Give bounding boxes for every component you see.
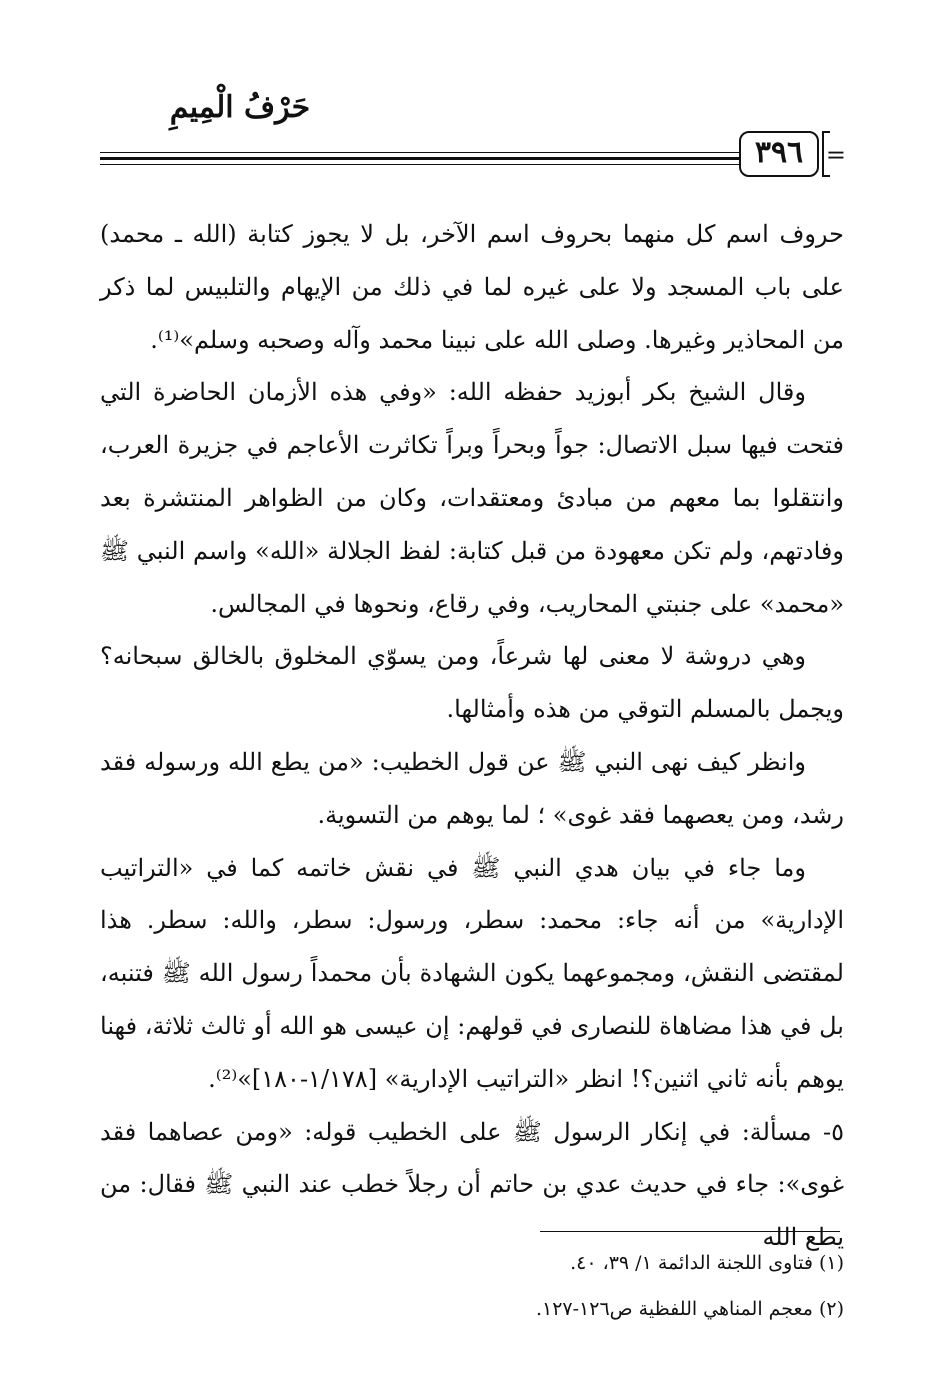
footnote-1: (١) فتاوى اللجنة الدائمة ١/ ٣٩، ٤٠.	[570, 1252, 844, 1274]
header-rule-thick	[100, 157, 750, 160]
body-text	[100, 208, 844, 1264]
header-rule-top	[100, 152, 750, 153]
paragraph-bakr-abuzaid-quote: وقال الشيخ بكر أبوزيد حفظه الله: «وفي هذه الأزمان الحاضرة التي فتحت فيها سبل الاتصال: جواً وبحراً وبراً تكاثرت الأعاجم في جزيرة العرب، وانتقلوا بما معهم من مبادئ ومعتقدات، وكان من الظواهر المنتشرة بعد وفادتهم، ولم تكن معهودة من قبل كتابة: لفظ الجلالة «الله» واسم النبي ﷺ «محمد» على جنبتي المحاريب، وفي رقاع، ونحوها في المجالس.	[100, 378, 844, 618]
footnote-2: (٢) معجم المناهي اللفظية ص١٢٦-١٢٧.	[535, 1298, 844, 1320]
paragraph-ring-inscription: وما جاء في بيان هدي النبي ﷺ في نقش خاتمه كما في «التراتيب الإدارية» من أنه جاء: محمد: سطر، ورسول: سطر، والله: سطر. هذا لمقتضى النقش، ومجموعهما يكون الشهادة بأن محمداً رسول الله ﷺ فتنبه، بل في هذا مضاهاة للنصارى في قولهم: إن عيسى هو الله أو ثالث ثلاثة، فهنا يوهم بأنه ثاني اثنين؟! انظر «التراتيب الإدارية» [١/١٧٨-١٨٠]»⁽²⁾.	[100, 853, 844, 1093]
paragraph-continuation: حروف اسم كل منهما بحروف اسم الآخر، بل لا يجوز كتابة (الله ـ محمد) على باب المسجد ولا على غيره لما في ذلك من الإيهام والتلبيس لما ذكر من المحاذير وغيرها. وصلى الله على نبينا محمد وآله وصحبه وسلم»⁽¹⁾.	[100, 220, 844, 354]
paragraph-darwasha: وهي دروشة لا معنى لها شرعاً، ومن يسوّي المخلوق بالخالق سبحانه؟ ويجمل بالمسلم التوقي من هذه وأمثالها.	[100, 642, 844, 724]
footnote-separator	[540, 1231, 840, 1232]
edge-mark: =	[825, 141, 846, 169]
footnotes	[100, 1240, 844, 1332]
running-title: حَرْفُ الْمِيمِ	[169, 90, 311, 125]
header-rule-bottom	[100, 164, 750, 165]
paragraph-khatib: وانظر كيف نهى النبي ﷺ عن قول الخطيب: «من يطع الله ورسوله فقد رشد، ومن يعصهما فقد غوى» ؛ لما يوهم من التسوية.	[100, 747, 844, 829]
paragraph-issue-5: ٥- مسألة: في إنكار الرسول ﷺ على الخطيب قوله: «ومن عصاهما فقد غوى»: جاء في حديث عدي بن حاتم أن رجلاً خطب عند النبي ﷺ فقال: من يطع الله	[100, 1117, 844, 1252]
page-number: ٣٩٦	[739, 131, 819, 177]
